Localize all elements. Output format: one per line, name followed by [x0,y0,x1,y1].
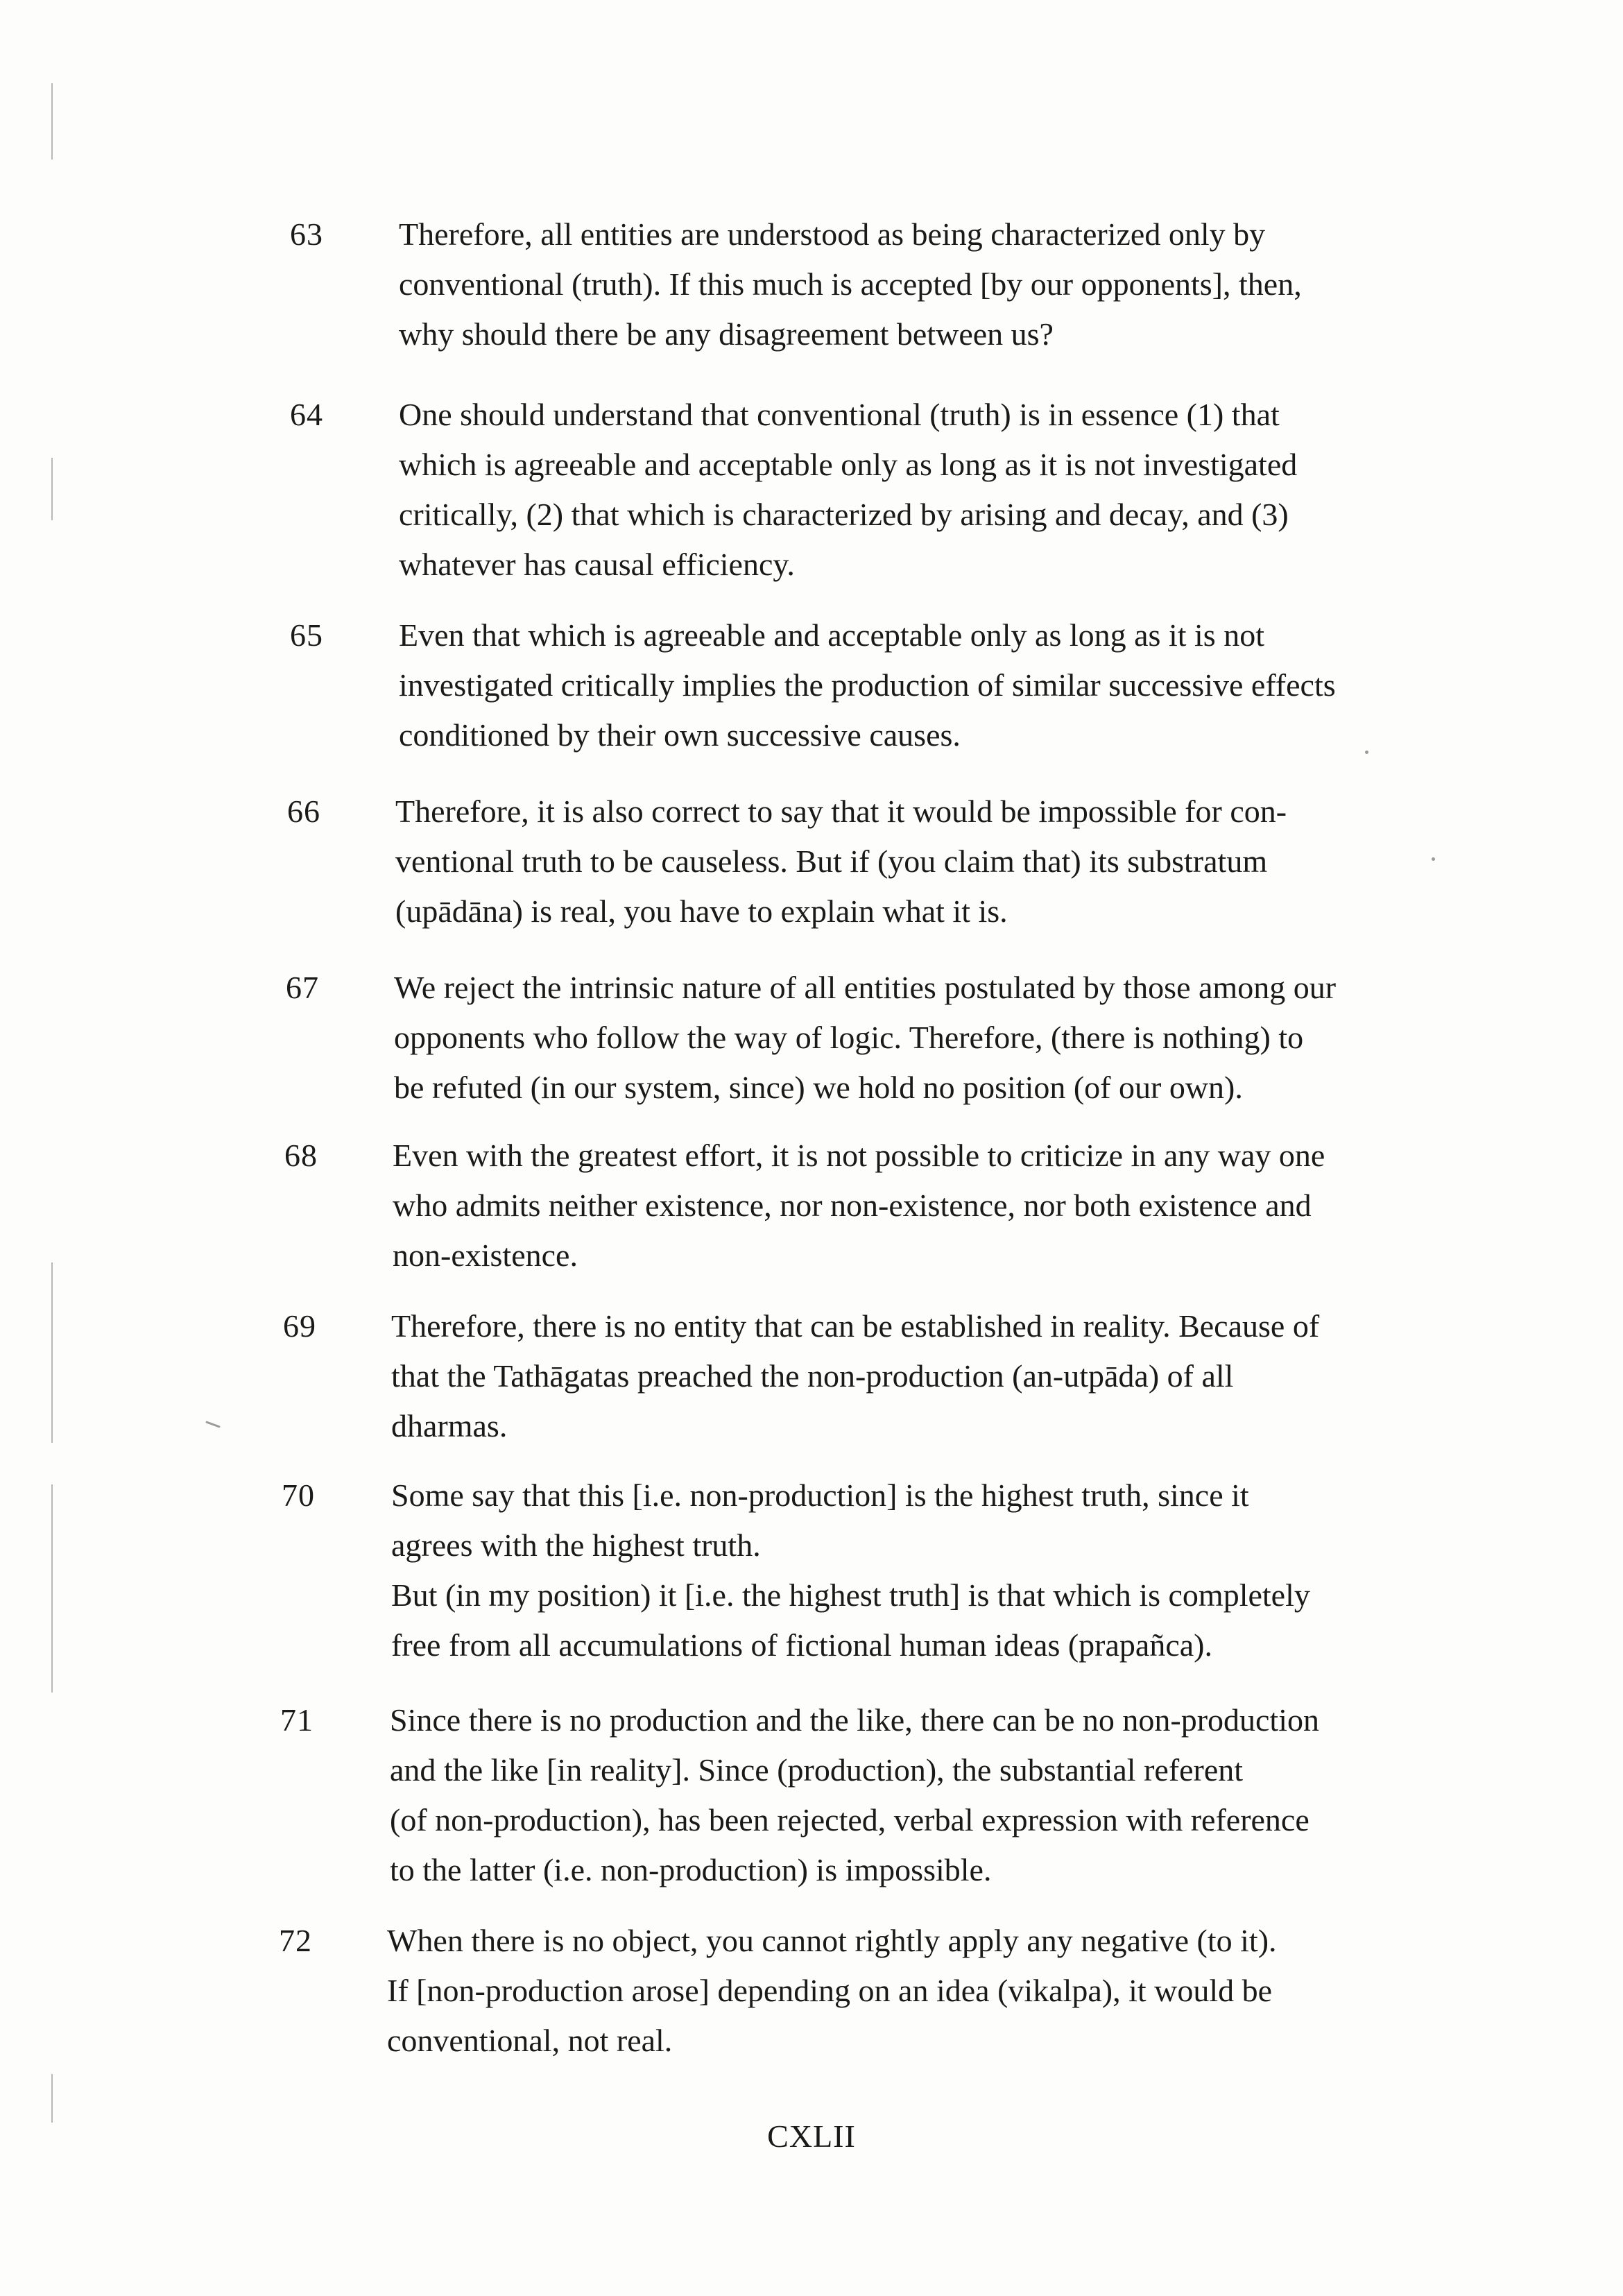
verse-line: But (in my position) it [i.e. the highest truth] is that which is completely [391,1577,1310,1613]
verse-line: agrees with the highest truth. [391,1527,761,1563]
verse-line: Since there is no production and the like, there can be no non-production [390,1702,1319,1738]
verse-line: be refuted (in our system, since) we hold no position (of our own). [394,1070,1243,1105]
verse-line: opponents who follow the way of logic. Therefore, (there is nothing) to [394,1020,1304,1055]
scan-edge-mark [51,1484,53,1693]
verse-number: 65 [290,617,323,653]
verse-line: dharmas. [391,1408,508,1443]
verse-line: Therefore, all entities are understood as being characterized only by [399,216,1266,252]
verse-line: Some say that this [i.e. non-production] is the highest truth, since it [391,1477,1249,1513]
verse-number: 67 [286,970,319,1005]
verse-line: critically, (2) that which is characterized by arising and decay, and (3) [399,497,1289,532]
verse-number: 71 [280,1702,314,1738]
verse-number: 66 [287,794,320,829]
verse-line: conditioned by their own successive causes. [399,717,961,753]
verse-line: If [non-production arose] depending on an idea (vikalpa), it would be [387,1973,1273,2008]
verse-line: which is agreeable and acceptable only as long as it is not investigated [399,447,1298,482]
verse-text [399,209,1481,359]
verse-line: investigated critically implies the production of similar successive effects [399,667,1336,703]
verse-number: 70 [282,1477,315,1513]
verse-line: whatever has causal efficiency. [399,547,795,582]
verse-number: 63 [290,216,323,252]
verse-line: conventional (truth). If this much is accepted [by our opponents], then, [399,266,1302,302]
verse-text [394,963,1476,1113]
verse-line: Even that which is agreeable and acceptable only as long as it is not [399,617,1264,653]
scan-edge-mark [51,83,53,160]
verse-line: who admits neither existence, nor non-existence, nor both existence and [393,1188,1312,1223]
verse-text [393,1131,1475,1280]
verse-text [395,787,1477,936]
verse-number: 72 [279,1923,312,1958]
verse-number: 64 [290,397,323,432]
verse-line: Therefore, it is also correct to say that it would be impossible for con- [395,794,1287,829]
page-number: CXLII [767,2118,856,2154]
verse-line: Even with the greatest effort, it is not possible to criticize in any way one [393,1138,1325,1173]
verse-number: 69 [283,1308,316,1344]
verse-text [399,390,1481,590]
verse-line: that the Tathāgatas preached the non-production (an-utpāda) of all [391,1358,1234,1394]
verse-text [390,1695,1472,1895]
scan-edge-mark [51,458,53,520]
verse-line: One should understand that conventional (truth) is in essence (1) that [399,397,1280,432]
verse-line: to the latter (i.e. non-production) is impossible. [390,1852,992,1887]
scan-edge-mark [51,1262,53,1443]
verse-line: We reject the intrinsic nature of all entities postulated by those among our [394,970,1337,1005]
verse-text [387,1916,1469,2066]
verse-text [391,1471,1473,1670]
verse-line: ventional truth to be causeless. But if (you claim that) its substratum [395,843,1268,879]
scan-speck [205,1421,221,1428]
verse-line: Therefore, there is no entity that can be established in reality. Because of [391,1308,1320,1344]
verse-line: free from all accumulations of fictional human ideas (prapañca). [391,1627,1212,1663]
verse-line: (of non-production), has been rejected, verbal expression with reference [390,1802,1309,1837]
verse-line: non-existence. [393,1237,578,1273]
verse-line: When there is no object, you cannot rightly apply any negative (to it). [387,1923,1277,1958]
verse-line: conventional, not real. [387,2023,673,2058]
verse-text [391,1301,1473,1451]
verse-text [399,610,1481,760]
verse-number: 68 [284,1138,318,1173]
verse-line: and the like [in reality]. Since (production), the substantial referent [390,1752,1244,1788]
verse-line: (upādāna) is real, you have to explain what it is. [395,893,1008,929]
verse-line: why should there be any disagreement between us? [399,316,1054,352]
